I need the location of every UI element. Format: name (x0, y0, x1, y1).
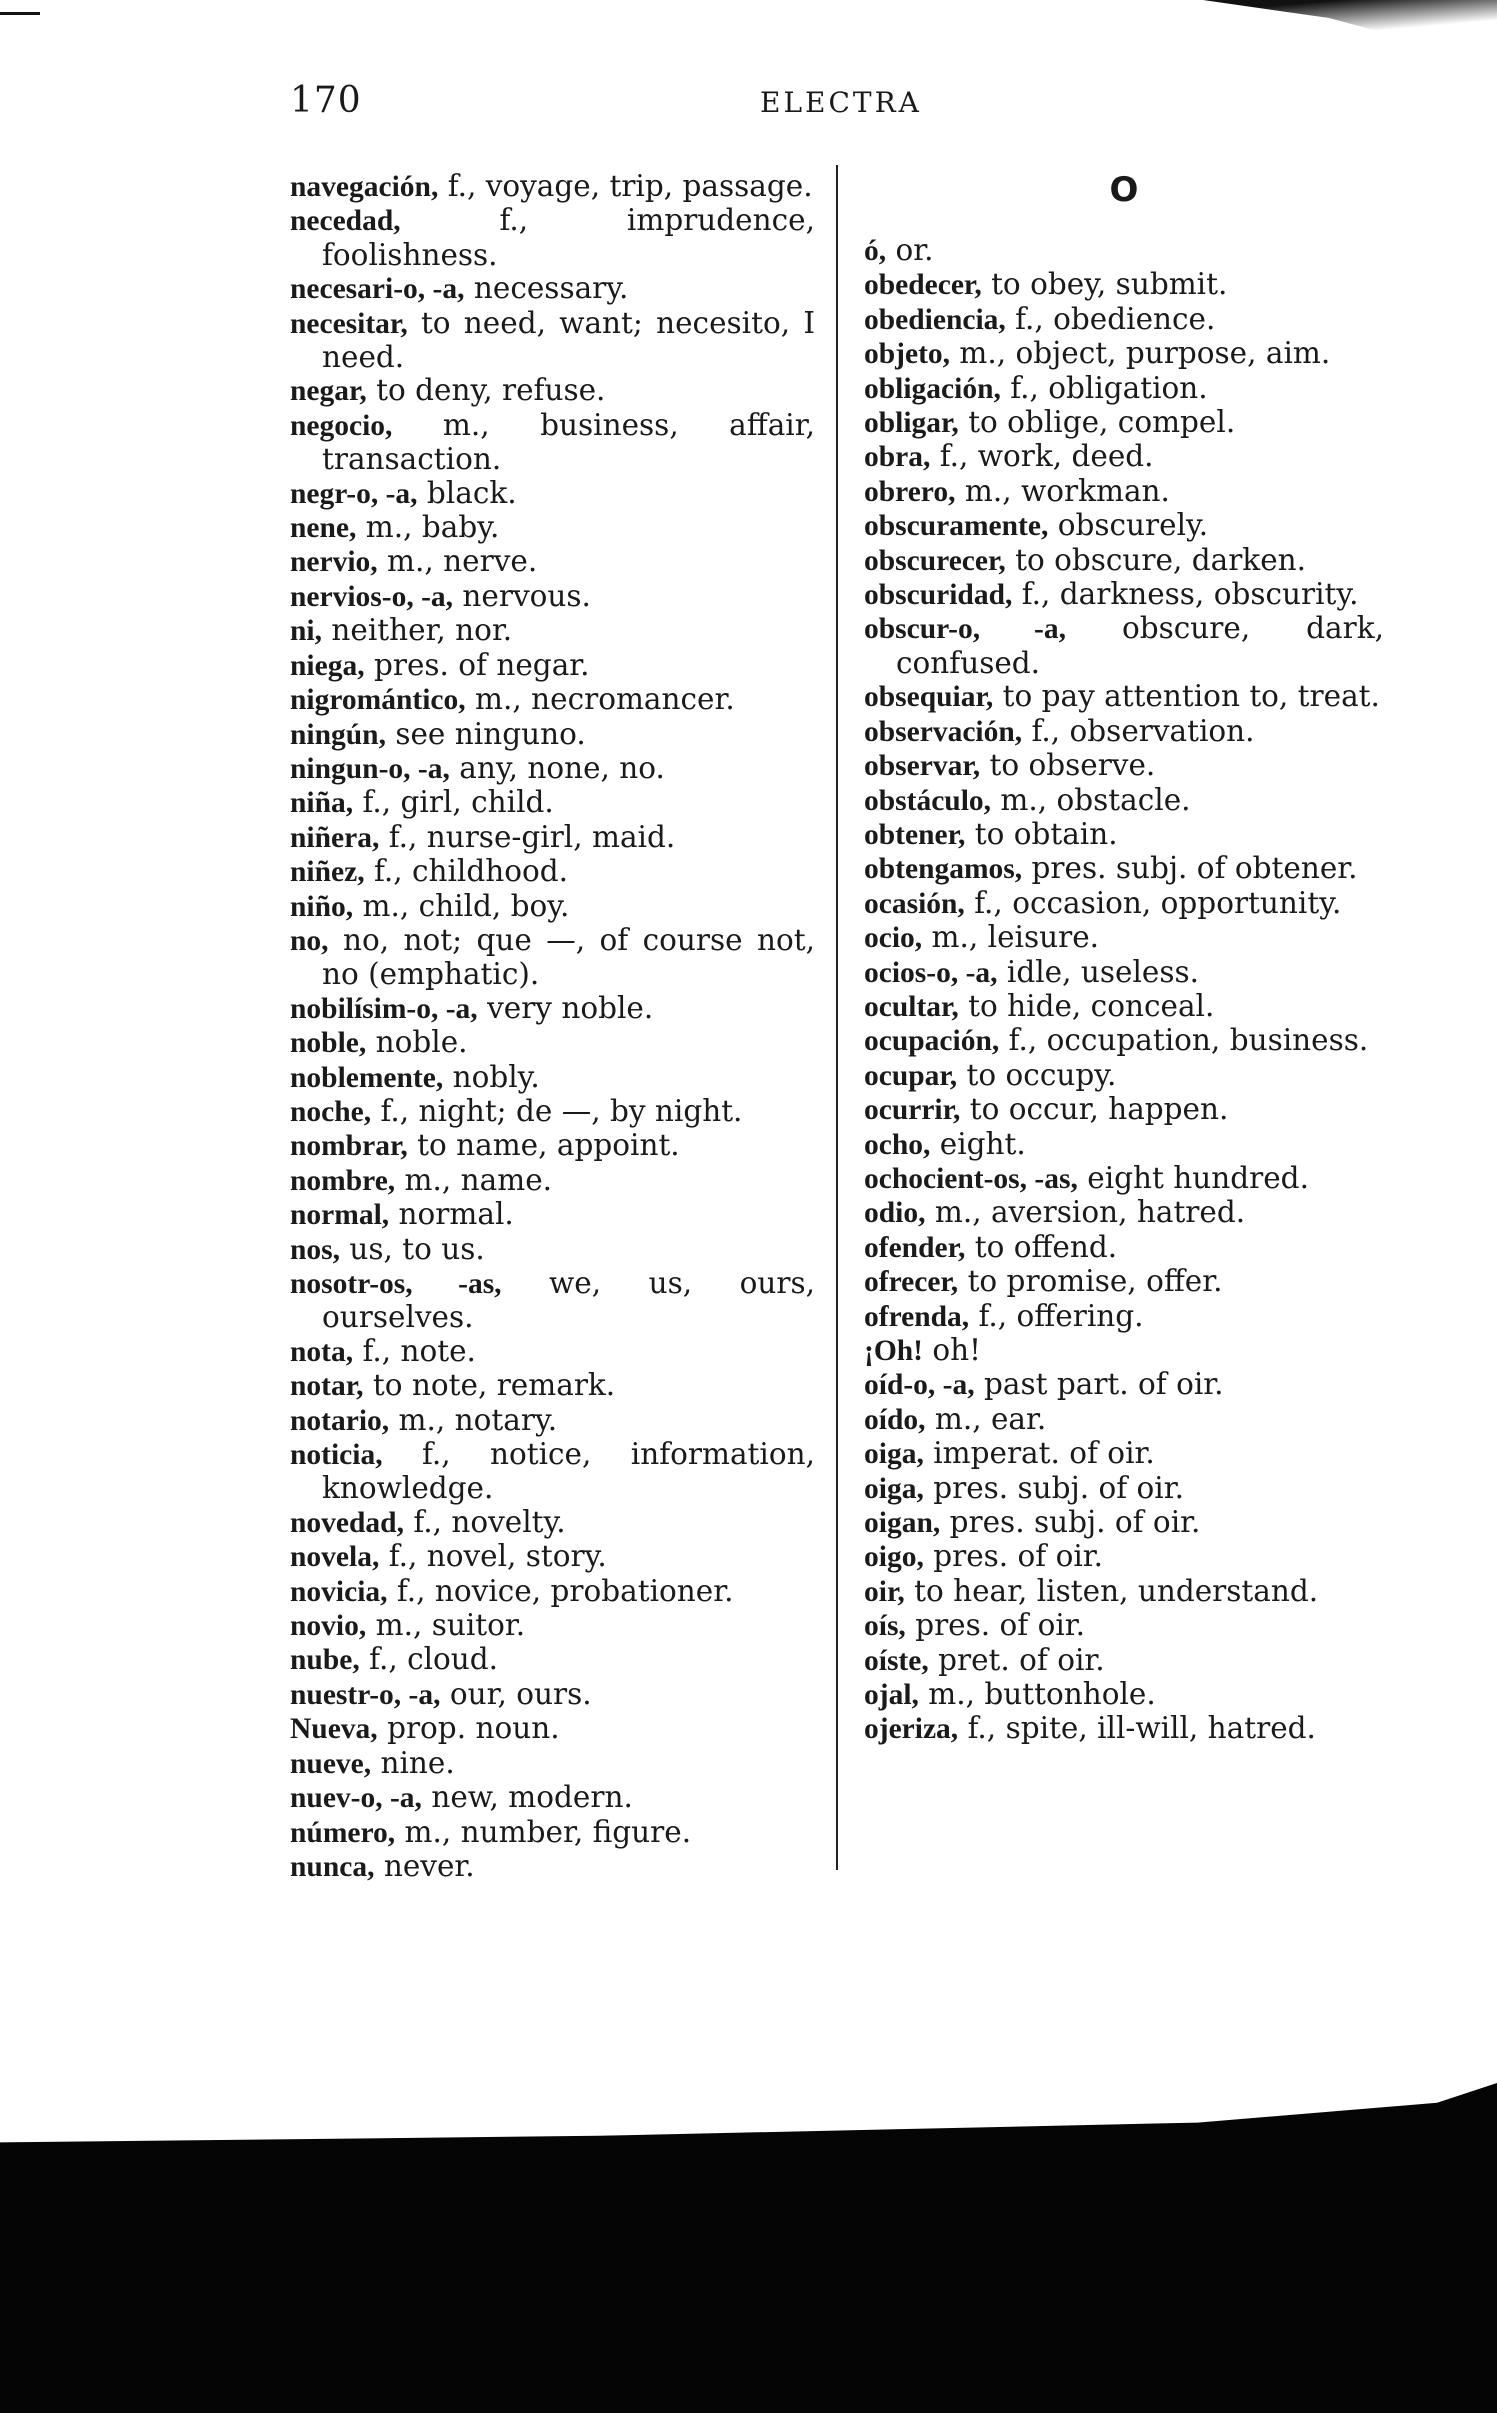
entry-headword: ojal, (864, 1679, 919, 1712)
entry-gloss: any, none, no. (449, 750, 665, 785)
dictionary-entry (864, 1403, 1384, 1437)
entry-headword: ocho, (864, 1128, 931, 1161)
dictionary-entry (864, 749, 1384, 783)
section-letter: O (1109, 170, 1139, 210)
entry-headword: ocasión, (864, 887, 965, 920)
entry-headword: noticia, (290, 1439, 383, 1472)
dictionary-entry (864, 1678, 1384, 1712)
dictionary-entry (864, 1609, 1384, 1643)
dictionary-entry (864, 1162, 1384, 1196)
entry-headword: ofender, (864, 1231, 966, 1264)
entry-gloss: f., nurse-girl, maid. (379, 819, 676, 854)
entry-headword: oigo, (864, 1541, 924, 1574)
entry-headword: ocios-o, -a, (864, 956, 998, 989)
entry-headword: nosotr-os, -as, (290, 1268, 502, 1300)
entry-gloss: no, not; que —, of course not, no (emphatic). (322, 922, 815, 992)
dictionary-entry (290, 924, 815, 992)
page-number: 170 (290, 80, 362, 121)
entry-headword: objeto, (864, 338, 951, 371)
dictionary-entry (290, 1267, 815, 1335)
entry-gloss: f., obedience. (1005, 301, 1216, 336)
entry-gloss: m., leisure. (922, 920, 1100, 955)
dictionary-entry (864, 406, 1384, 440)
entry-gloss: pres. subj. of oir. (940, 1505, 1201, 1540)
entry-headword: necesitar, (290, 307, 408, 340)
entry-gloss: f., cloud. (359, 1642, 499, 1677)
entry-headword: ni, (290, 615, 322, 648)
entry-headword: nueve, (290, 1747, 372, 1780)
entry-gloss: f., imprudence, foolishness. (322, 203, 815, 272)
dictionary-entry (864, 337, 1384, 371)
entry-gloss: f., childhood. (364, 854, 569, 889)
entry-gloss: f., work, deed. (930, 439, 1154, 474)
entry-headword: nigromántico, (290, 684, 466, 717)
entry-gloss: to occupy. (957, 1057, 1117, 1092)
dictionary-entry (290, 272, 815, 306)
entry-gloss: f., occasion, opportunity. (964, 885, 1342, 920)
entry-gloss: imperat. of oir. (923, 1436, 1155, 1471)
entry-headword: niña, (290, 787, 354, 820)
dictionary-entry (864, 1059, 1384, 1093)
dictionary-entry (290, 1540, 815, 1574)
entry-gloss: pres. subj. of oir. (923, 1470, 1184, 1505)
entry-gloss: f., voyage, trip, passage. (438, 169, 813, 203)
entry-gloss: new, modern. (421, 1780, 633, 1815)
dictionary-entry (864, 784, 1384, 818)
dictionary-entry (864, 1472, 1384, 1506)
entry-gloss: to name, appoint. (407, 1128, 680, 1163)
dictionary-entry (864, 303, 1384, 337)
entry-headword: nuestr-o, -a, (290, 1678, 441, 1711)
dictionary-entry (290, 580, 815, 614)
dictionary-entry (864, 1265, 1384, 1299)
dictionary-entry (864, 1575, 1384, 1609)
entry-gloss: we, us, ours, ourselves. (322, 1266, 815, 1335)
entry-headword: odio, (864, 1197, 926, 1230)
dictionary-entry (290, 511, 815, 545)
entry-headword: ¡Oh! (864, 1335, 923, 1367)
entry-gloss: pres. of oir. (923, 1539, 1104, 1574)
entry-headword: notario, (290, 1404, 390, 1437)
entry-gloss: to hide, conceal. (958, 988, 1215, 1023)
dictionary-entry (290, 786, 815, 820)
dictionary-entry (290, 1198, 815, 1232)
entry-gloss: to observe. (980, 748, 1156, 783)
entry-headword: obtengamos, (864, 853, 1023, 886)
dictionary-entry (290, 374, 815, 408)
running-head: ELECTRA (760, 86, 922, 119)
dictionary-entry (290, 1506, 815, 1540)
entry-headword: obligar, (864, 407, 959, 440)
right-entry-list (864, 234, 1384, 1747)
entry-gloss: m., buttonhole. (918, 1677, 1156, 1712)
entry-headword: noche, (290, 1095, 372, 1128)
dictionary-entry (864, 612, 1384, 680)
entry-gloss: m., nerve. (377, 544, 538, 579)
entry-gloss: m., name. (395, 1162, 553, 1197)
dictionary-entry (290, 1575, 815, 1609)
dictionary-entry (864, 234, 1384, 268)
entry-headword: obscurecer, (864, 544, 1006, 577)
dictionary-entry (290, 1747, 815, 1781)
dictionary-entry (864, 1644, 1384, 1678)
dictionary-entry (290, 614, 815, 648)
entry-gloss: pret. of oir. (928, 1642, 1105, 1677)
dictionary-entry (864, 1368, 1384, 1402)
entry-headword: ojeriza, (864, 1713, 959, 1746)
entry-gloss: f., night; de —, by night. (371, 1093, 743, 1128)
entry-gloss: or. (886, 233, 934, 267)
entry-gloss: f., novice, probationer. (387, 1573, 734, 1608)
entry-headword: ocupar, (864, 1059, 958, 1092)
entry-gloss: eight hundred. (1077, 1160, 1309, 1195)
entry-gloss: necessary. (464, 271, 629, 306)
dictionary-entry (864, 1334, 1384, 1368)
entry-gloss: f., novelty. (403, 1504, 566, 1539)
entry-gloss: never. (374, 1848, 475, 1883)
dictionary-entry (290, 718, 815, 752)
dictionary-entry (864, 887, 1384, 921)
entry-headword: obtener, (864, 818, 966, 851)
entry-gloss: nervous. (453, 578, 591, 613)
dictionary-entry (290, 1026, 815, 1060)
entry-headword: oiga, (864, 1472, 924, 1505)
right-column (864, 170, 1384, 1747)
dictionary-entry (864, 544, 1384, 578)
dictionary-entry (290, 1404, 815, 1438)
dictionary-entry (290, 649, 815, 683)
dictionary-entry (290, 1678, 815, 1712)
entry-headword: nervio, (290, 546, 378, 579)
dictionary-entry (864, 578, 1384, 612)
dictionary-entry (290, 1095, 815, 1129)
entry-headword: nota, (290, 1335, 354, 1368)
entry-headword: ocurrir, (864, 1094, 961, 1127)
entry-headword: no, (290, 924, 329, 957)
dictionary-entry (290, 477, 815, 511)
dictionary-entry (290, 204, 815, 272)
entry-headword: negr-o, -a, (290, 477, 418, 510)
dictionary-entry (290, 992, 815, 1026)
entry-headword: oís, (864, 1610, 906, 1643)
entry-gloss: see ninguno. (385, 716, 586, 751)
dictionary-entry (864, 475, 1384, 509)
dictionary-entry (864, 921, 1384, 955)
entry-gloss: f., occupation, business. (999, 1023, 1369, 1058)
column-divider (836, 165, 838, 1870)
entry-headword: nos, (290, 1233, 341, 1266)
dictionary-entry (290, 1781, 815, 1815)
entry-headword: ofrenda, (864, 1300, 970, 1333)
entry-headword: ocupación, (864, 1025, 1000, 1058)
entry-headword: ocio, (864, 922, 923, 955)
entry-gloss: to promise, offer. (958, 1264, 1223, 1299)
entry-gloss: nine. (371, 1745, 455, 1780)
dictionary-entry (290, 409, 815, 477)
entry-gloss: pres. of oir. (905, 1608, 1086, 1643)
dictionary-entry (290, 752, 815, 786)
entry-gloss: idle, useless. (997, 954, 1200, 989)
dictionary-entry (290, 170, 815, 204)
entry-headword: Nueva, (290, 1713, 378, 1746)
entry-headword: nobilísim-o, -a, (290, 992, 478, 1025)
entry-gloss: to note, remark. (363, 1368, 616, 1403)
entry-headword: obedecer, (864, 269, 982, 302)
dictionary-entry (864, 680, 1384, 714)
entry-headword: oído, (864, 1403, 926, 1436)
entry-headword: nube, (290, 1644, 360, 1677)
entry-gloss: past part. of oir. (974, 1367, 1224, 1402)
dictionary-entry (290, 1816, 815, 1850)
entry-gloss: to obey, submit. (981, 267, 1228, 302)
entry-headword: nunca, (290, 1850, 375, 1883)
entry-headword: nervios-o, -a, (290, 580, 454, 613)
entry-gloss: f., observation. (1022, 713, 1255, 748)
entry-headword: obediencia, (864, 303, 1006, 336)
entry-headword: obra, (864, 441, 931, 474)
scan-edge-mark (0, 12, 40, 15)
entry-gloss: pres. of negar. (364, 647, 590, 682)
entry-headword: oíd-o, -a, (864, 1369, 975, 1402)
entry-headword: normal, (290, 1199, 390, 1232)
entry-headword: obligación, (864, 372, 1001, 405)
entry-gloss: our, ours. (440, 1676, 592, 1711)
entry-headword: niñez, (290, 856, 365, 889)
entry-headword: obsequiar, (864, 681, 994, 714)
dictionary-entry (864, 818, 1384, 852)
entry-headword: noble, (290, 1027, 367, 1060)
entry-gloss: m., business, affair, transaction. (322, 407, 815, 477)
entry-gloss: very noble. (477, 990, 654, 1025)
entry-gloss: m., object, purpose, aim. (950, 336, 1331, 371)
entry-headword: oíste, (864, 1644, 929, 1677)
entry-headword: negar, (290, 375, 367, 408)
dictionary-entry (290, 307, 815, 375)
entry-gloss: m., baby. (356, 510, 500, 545)
entry-headword: ó, (864, 235, 887, 267)
entry-headword: ningún, (290, 718, 386, 751)
entry-gloss: m., suitor. (366, 1608, 526, 1643)
entry-headword: obscuramente, (864, 510, 1049, 543)
entry-headword: notar, (290, 1370, 364, 1403)
entry-headword: ocultar, (864, 990, 959, 1023)
dictionary-entry (290, 1061, 815, 1095)
entry-headword: nuev-o, -a, (290, 1782, 422, 1815)
dictionary-entry (864, 1093, 1384, 1127)
entry-gloss: to deny, refuse. (366, 373, 606, 408)
entry-gloss: f., girl, child. (353, 785, 554, 820)
dictionary-entry (290, 1335, 815, 1369)
entry-headword: necesari-o, -a, (290, 273, 465, 306)
entry-gloss: normal. (389, 1197, 514, 1232)
entry-headword: negocio, (290, 409, 393, 442)
entry-gloss: f., offering. (969, 1298, 1144, 1333)
dictionary-entry (864, 715, 1384, 749)
entry-headword: noblemente, (290, 1061, 444, 1094)
entry-headword: observar, (864, 750, 981, 783)
dictionary-entry (864, 1300, 1384, 1334)
dictionary-entry (864, 1024, 1384, 1058)
entry-gloss: eight. (930, 1126, 1026, 1161)
entry-gloss: to offend. (965, 1229, 1118, 1264)
entry-gloss: prop. noun. (377, 1711, 560, 1746)
entry-headword: nene, (290, 512, 357, 545)
entry-gloss: to obscure, darken. (1005, 542, 1307, 577)
entry-headword: obrero, (864, 475, 956, 508)
entry-gloss: f., novel, story. (379, 1539, 607, 1574)
dictionary-entry (864, 1196, 1384, 1230)
dictionary-entry (290, 1850, 815, 1884)
entry-gloss: us, to us. (340, 1231, 485, 1266)
entry-headword: navegación, (290, 171, 439, 203)
entry-headword: novedad, (290, 1506, 404, 1539)
dictionary-entry (290, 1438, 815, 1506)
entry-gloss: to hear, listen, understand. (904, 1573, 1319, 1608)
entry-gloss: to need, want; necesito, I need. (322, 305, 815, 375)
entry-headword: obscur-o, -a, (864, 613, 1066, 646)
entry-gloss: pres. subj. of obtener. (1022, 851, 1358, 886)
entry-gloss: f., spite, ill-will, hatred. (958, 1711, 1316, 1746)
entry-headword: nombre, (290, 1164, 396, 1197)
entry-gloss: f., obligation. (1000, 370, 1208, 405)
entry-gloss: neither, nor. (321, 613, 513, 648)
entry-gloss: noble. (366, 1025, 468, 1060)
dictionary-entry (290, 855, 815, 889)
entry-headword: niega, (290, 649, 365, 682)
entry-headword: ningun-o, -a, (290, 752, 450, 785)
entry-gloss: to obtain. (965, 816, 1118, 851)
dictionary-entry (290, 1369, 815, 1403)
dictionary-entry (290, 1609, 815, 1643)
entry-gloss: f., notice, information, knowledge. (322, 1437, 815, 1506)
dictionary-entry (290, 821, 815, 855)
dictionary-entry (864, 1128, 1384, 1162)
entry-gloss: m., workman. (955, 473, 1170, 508)
scan-corner-shadow (1077, 0, 1497, 90)
dictionary-entry (290, 1164, 815, 1198)
entry-headword: oir, (864, 1575, 905, 1608)
entry-headword: oiga, (864, 1438, 924, 1471)
dictionary-entry (864, 1712, 1384, 1746)
left-column (290, 170, 815, 1884)
entry-gloss: f., darkness, obscurity. (1012, 577, 1359, 612)
entry-headword: nombrar, (290, 1130, 408, 1163)
entry-headword: ofrecer, (864, 1266, 959, 1299)
dictionary-entry (290, 545, 815, 579)
entry-headword: novio, (290, 1610, 367, 1643)
entry-gloss: nobly. (443, 1059, 540, 1094)
entry-gloss: obscure, dark, confused. (896, 611, 1384, 680)
entry-gloss: m., aversion, hatred. (925, 1195, 1246, 1230)
dictionary-entry (864, 1506, 1384, 1540)
entry-gloss: to occur, happen. (960, 1092, 1229, 1127)
dictionary-entry (290, 683, 815, 717)
entry-gloss: obscurely. (1048, 508, 1209, 543)
entry-gloss: black. (417, 475, 517, 510)
entry-gloss: to pay attention to, treat. (993, 679, 1380, 714)
entry-headword: necedad, (290, 205, 401, 238)
entry-headword: novela, (290, 1541, 380, 1574)
entry-gloss: to oblige, compel. (958, 405, 1236, 440)
entry-gloss: m., necromancer. (465, 682, 735, 717)
entry-gloss: oh! (923, 1333, 981, 1367)
dictionary-entry (864, 956, 1384, 990)
entry-gloss: m., ear. (925, 1401, 1047, 1436)
entry-headword: obscuridad, (864, 579, 1013, 612)
dictionary-entry (864, 1437, 1384, 1471)
scan-bottom-shadow (0, 2083, 1497, 2413)
dictionary-entry (290, 1712, 815, 1746)
entry-headword: observación, (864, 715, 1023, 748)
entry-headword: niño, (290, 890, 354, 923)
dictionary-entry (864, 509, 1384, 543)
dictionary-entry (864, 372, 1384, 406)
entry-gloss: f., note. (353, 1333, 476, 1368)
entry-gloss: m., number, figure. (395, 1814, 692, 1849)
entry-gloss: m., notary. (389, 1402, 558, 1437)
entry-headword: obstáculo, (864, 784, 992, 817)
entry-headword: novicia, (290, 1575, 388, 1608)
dictionary-entry (290, 890, 815, 924)
dictionary-entry (864, 440, 1384, 474)
entry-headword: ochocient-os, -as, (864, 1162, 1078, 1195)
dictionary-entry (864, 268, 1384, 302)
dictionary-entry (864, 990, 1384, 1024)
entry-gloss: m., child, boy. (353, 888, 570, 923)
entry-headword: número, (290, 1816, 396, 1849)
dictionary-entry (290, 1233, 815, 1267)
left-entry-list (290, 170, 815, 1884)
entry-headword: niñera, (290, 821, 380, 854)
entry-gloss: m., obstacle. (991, 782, 1191, 817)
entry-headword: oigan, (864, 1507, 941, 1540)
dictionary-entry (290, 1643, 815, 1677)
dictionary-entry (864, 1231, 1384, 1265)
dictionary-entry (864, 852, 1384, 886)
dictionary-entry (290, 1129, 815, 1163)
dictionary-entry (864, 1540, 1384, 1574)
